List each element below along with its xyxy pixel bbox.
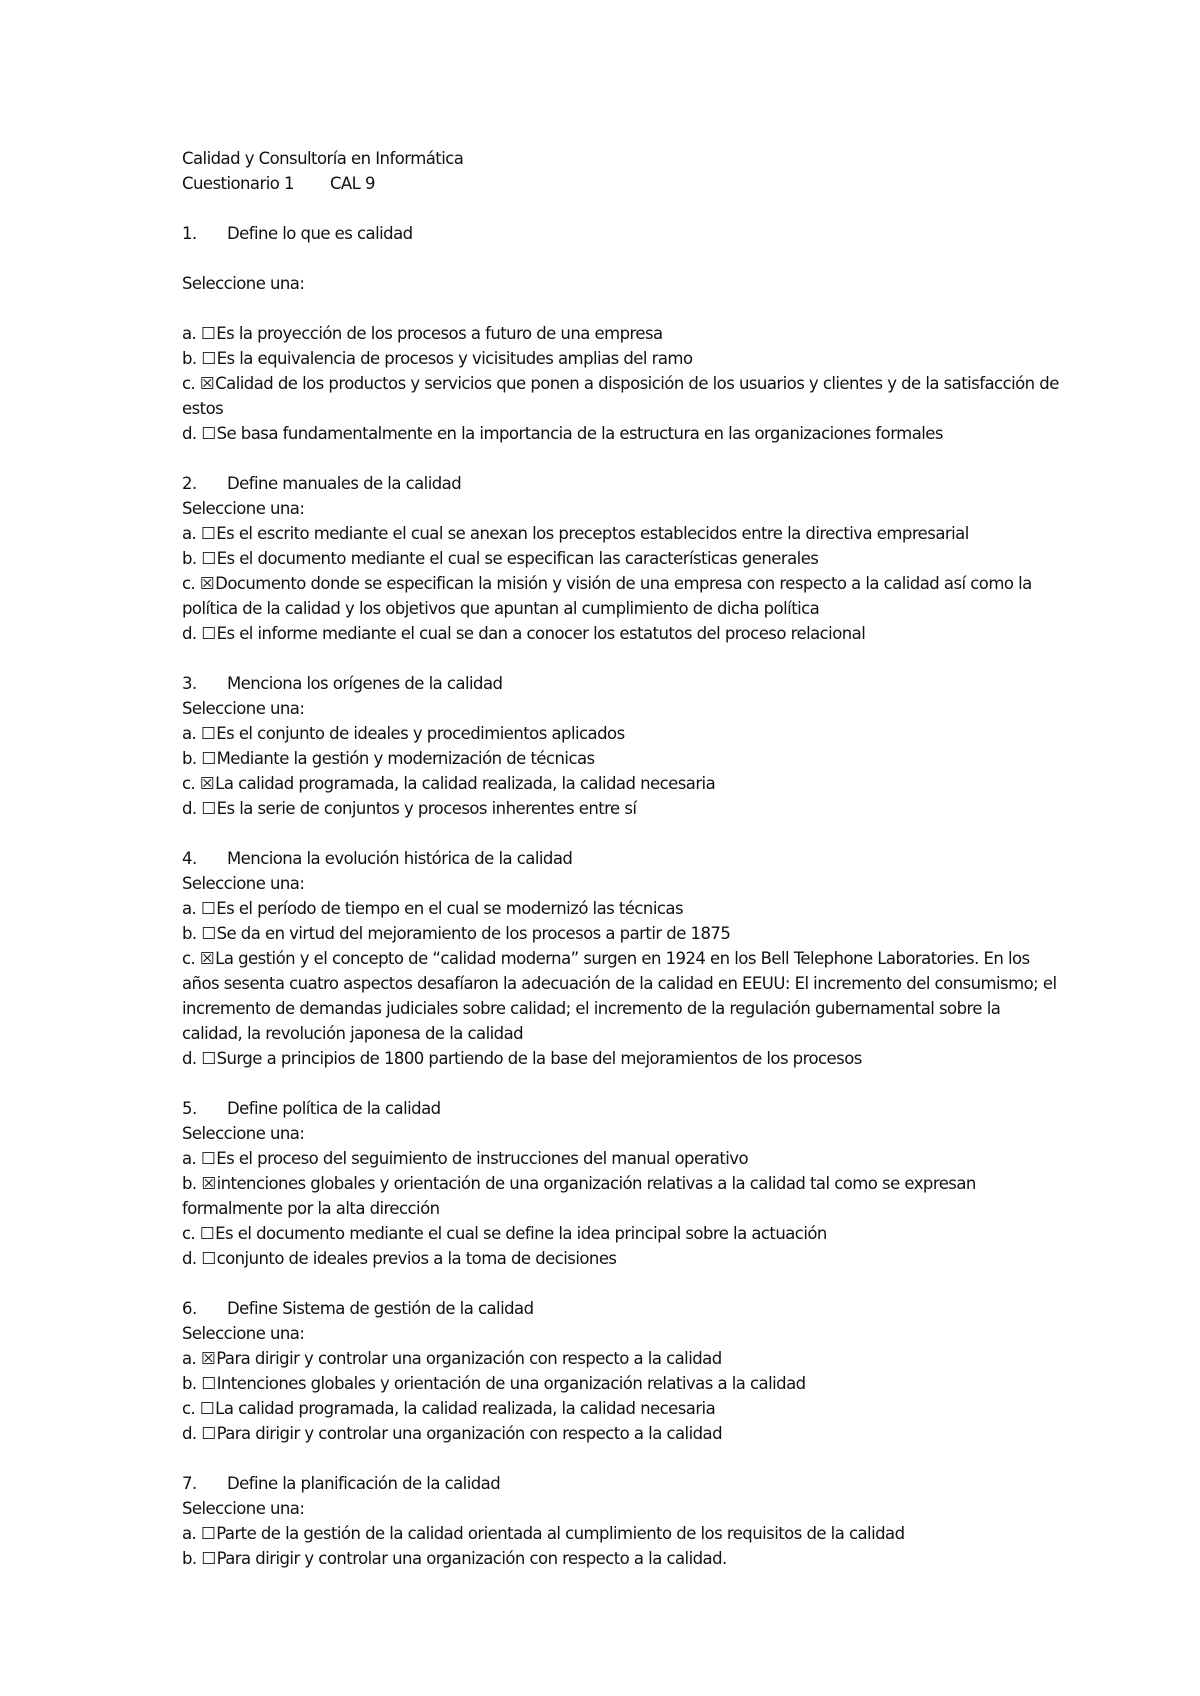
option-letter: d. <box>182 1049 197 1068</box>
option-letter: a. <box>182 724 197 743</box>
checked-box-icon[interactable]: ☒ <box>199 774 215 793</box>
option-letter: a. <box>182 1349 197 1368</box>
checked-box-icon[interactable]: ☒ <box>200 1349 216 1368</box>
question-heading <box>182 221 1062 246</box>
checkbox-icon[interactable]: ☐ <box>200 899 216 918</box>
option-c[interactable] <box>182 946 1062 1046</box>
question-6 <box>182 1296 1062 1446</box>
checkbox-icon[interactable]: ☐ <box>199 1399 215 1418</box>
option-letter: c. <box>182 774 196 793</box>
quiz-header <box>182 171 1062 196</box>
option-letter: b. <box>182 1174 197 1193</box>
option-letter: a. <box>182 1524 197 1543</box>
option-text: Calidad de los productos y servicios que ponen a disposición de los usuarios y clientes y de la satisfacción de estos <box>182 374 1059 418</box>
checkbox-icon[interactable]: ☐ <box>201 1424 216 1443</box>
option-text: Es la proyección de los procesos a futuro de una empresa <box>216 324 663 343</box>
question-heading <box>182 671 1062 696</box>
question-title: Menciona la evolución histórica de la calidad <box>227 849 573 868</box>
question-prompt: Seleccione una: <box>182 274 305 293</box>
checkbox-icon[interactable]: ☐ <box>201 1374 216 1393</box>
option-letter: b. <box>182 549 197 568</box>
option-text: La calidad programada, la calidad realizada, la calidad necesaria <box>215 774 716 793</box>
option-text: Es la serie de conjuntos y procesos inherentes entre sí <box>216 799 637 818</box>
option-letter: c. <box>182 374 196 393</box>
checked-box-icon[interactable]: ☒ <box>199 949 215 968</box>
option-text: Para dirigir y controlar una organización con respecto a la calidad. <box>216 1549 727 1568</box>
checkbox-icon[interactable]: ☐ <box>201 349 216 368</box>
checkbox-icon[interactable]: ☐ <box>201 624 216 643</box>
question-3 <box>182 671 1062 821</box>
question-title: Define la planificación de la calidad <box>227 1474 501 1493</box>
option-d[interactable] <box>182 421 1062 446</box>
option-b[interactable] <box>182 1171 1062 1221</box>
option-c[interactable] <box>182 371 1062 421</box>
question-number: 7. <box>182 1474 197 1493</box>
option-text: Se da en virtud del mejoramiento de los procesos a partir de 1875 <box>216 924 731 943</box>
course-title: Calidad y Consultoría en Informática <box>182 149 464 168</box>
question-title: Define política de la calidad <box>227 1099 441 1118</box>
question-prompt: Seleccione una: <box>182 699 305 718</box>
question-title: Define lo que es calidad <box>227 224 413 243</box>
checkbox-icon[interactable]: ☐ <box>201 1049 216 1068</box>
option-text: Es el documento mediante el cual se define la idea principal sobre la actuación <box>215 1224 827 1243</box>
option-c[interactable] <box>182 1221 1062 1246</box>
checkbox-icon[interactable]: ☐ <box>201 1249 216 1268</box>
option-a[interactable] <box>182 721 1062 746</box>
option-letter: d. <box>182 1424 197 1443</box>
checkbox-icon[interactable]: ☐ <box>200 724 216 743</box>
option-letter: a. <box>182 899 197 918</box>
option-letter: d. <box>182 624 197 643</box>
option-letter: b. <box>182 924 197 943</box>
option-text: Es el proceso del seguimiento de instrucciones del manual operativo <box>216 1149 749 1168</box>
option-letter: b. <box>182 749 197 768</box>
option-text: Es el período de tiempo en el cual se modernizó las técnicas <box>216 899 684 918</box>
option-letter: c. <box>182 1399 196 1418</box>
option-b[interactable] <box>182 746 1062 771</box>
option-letter: b. <box>182 1549 197 1568</box>
checkbox-icon[interactable]: ☐ <box>200 324 216 343</box>
question-5 <box>182 1096 1062 1271</box>
question-number: 2. <box>182 474 197 493</box>
question-1 <box>182 221 1062 446</box>
checkbox-icon[interactable]: ☐ <box>201 749 216 768</box>
option-b[interactable] <box>182 546 1062 571</box>
option-c[interactable] <box>182 1396 1062 1421</box>
option-d[interactable] <box>182 1046 1062 1071</box>
option-text: intenciones globales y orientación de una organización relativas a la calidad tal como se expresan formalmente por la alta dirección <box>182 1174 976 1218</box>
option-text: Documento donde se especifican la misión y visión de una empresa con respecto a la calidad así como la política de la calidad y los objetivos que apuntan al cumplimiento de dicha política <box>182 574 1032 618</box>
option-text: La gestión y el concepto de “calidad moderna” surgen en 1924 en los Bell Telephone Laboratories. En los años sesenta cuatro aspectos desafíaron la adecuación de la calidad en EEUU: El incremento del consumismo; el incremento de demandas judiciales sobre calidad; el incremento de la regulación gubernamental sobre la calidad, la revolución japonesa de la calidad <box>182 949 1057 1043</box>
question-number: 3. <box>182 674 197 693</box>
option-text: Es el conjunto de ideales y procedimientos aplicados <box>216 724 625 743</box>
checkbox-icon[interactable]: ☐ <box>200 1524 216 1543</box>
option-text: conjunto de ideales previos a la toma de decisiones <box>216 1249 617 1268</box>
option-text: Parte de la gestión de la calidad orientada al cumplimiento de los requisitos de la calidad <box>216 1524 905 1543</box>
question-heading <box>182 1471 1062 1496</box>
checkbox-icon[interactable]: ☐ <box>200 524 216 543</box>
option-letter: c. <box>182 1224 196 1243</box>
checked-box-icon[interactable]: ☒ <box>199 574 215 593</box>
option-text: Para dirigir y controlar una organización con respecto a la calidad <box>216 1424 723 1443</box>
question-prompt: Seleccione una: <box>182 499 305 518</box>
option-text: Es el documento mediante el cual se especifican las características generales <box>216 549 819 568</box>
option-d[interactable] <box>182 796 1062 821</box>
option-a[interactable] <box>182 321 1062 346</box>
question-number: 5. <box>182 1099 197 1118</box>
option-text: Para dirigir y controlar una organización con respecto a la calidad <box>216 1349 722 1368</box>
option-text: Mediante la gestión y modernización de técnicas <box>216 749 595 768</box>
option-b[interactable] <box>182 1546 1062 1571</box>
option-a[interactable] <box>182 521 1062 546</box>
question-prompt: Seleccione una: <box>182 1324 305 1343</box>
checkbox-icon[interactable]: ☐ <box>199 1224 215 1243</box>
option-letter: b. <box>182 349 197 368</box>
option-a[interactable] <box>182 1521 1062 1546</box>
option-letter: d. <box>182 799 197 818</box>
checked-box-icon[interactable]: ☒ <box>201 1174 216 1193</box>
option-letter: a. <box>182 324 197 343</box>
option-text: Se basa fundamentalmente en la importancia de la estructura en las organizaciones formales <box>216 424 943 443</box>
checkbox-icon[interactable]: ☐ <box>201 549 216 568</box>
question-number: 4. <box>182 849 197 868</box>
question-7 <box>182 1471 1062 1571</box>
question-heading <box>182 471 1062 496</box>
option-d[interactable] <box>182 1246 1062 1271</box>
question-title: Define manuales de la calidad <box>227 474 462 493</box>
option-letter: a. <box>182 1149 197 1168</box>
question-heading <box>182 1296 1062 1321</box>
checkbox-icon[interactable]: ☐ <box>201 1549 216 1568</box>
course-code: CAL 9 <box>329 174 375 193</box>
option-text: La calidad programada, la calidad realizada, la calidad necesaria <box>215 1399 716 1418</box>
option-letter: a. <box>182 524 197 543</box>
question-2 <box>182 471 1062 646</box>
option-text: Es el escrito mediante el cual se anexan los preceptos establecidos entre la directiva empresarial <box>216 524 969 543</box>
option-letter: d. <box>182 1249 197 1268</box>
question-4 <box>182 846 1062 1071</box>
option-a[interactable] <box>182 1146 1062 1171</box>
question-prompt: Seleccione una: <box>182 874 305 893</box>
option-d[interactable] <box>182 621 1062 646</box>
question-heading <box>182 846 1062 871</box>
document-body <box>182 146 1062 1571</box>
option-c[interactable] <box>182 571 1062 621</box>
option-letter: c. <box>182 574 196 593</box>
question-title: Menciona los orígenes de la calidad <box>227 674 503 693</box>
option-a[interactable] <box>182 1346 1062 1371</box>
question-heading <box>182 1096 1062 1121</box>
question-title: Define Sistema de gestión de la calidad <box>227 1299 534 1318</box>
option-text: Intenciones globales y orientación de una organización relativas a la calidad <box>216 1374 806 1393</box>
quiz-name: Cuestionario 1 <box>182 174 294 193</box>
option-b[interactable] <box>182 346 1062 371</box>
option-d[interactable] <box>182 1421 1062 1446</box>
checkbox-icon[interactable]: ☐ <box>201 799 216 818</box>
question-prompt: Seleccione una: <box>182 1499 305 1518</box>
checkbox-icon[interactable]: ☐ <box>201 424 216 443</box>
option-b[interactable] <box>182 921 1062 946</box>
checked-box-icon[interactable]: ☒ <box>199 374 215 393</box>
option-letter: c. <box>182 949 196 968</box>
option-text: Es el informe mediante el cual se dan a conocer los estatutos del proceso relacional <box>216 624 866 643</box>
question-number: 6. <box>182 1299 197 1318</box>
question-number: 1. <box>182 224 197 243</box>
option-b[interactable] <box>182 1371 1062 1396</box>
option-letter: b. <box>182 1374 197 1393</box>
option-text: Surge a principios de 1800 partiendo de la base del mejoramientos de los procesos <box>216 1049 862 1068</box>
checkbox-icon[interactable]: ☐ <box>200 1149 216 1168</box>
option-text: Es la equivalencia de procesos y vicisitudes amplias del ramo <box>216 349 693 368</box>
option-a[interactable] <box>182 896 1062 921</box>
option-c[interactable] <box>182 771 1062 796</box>
option-letter: d. <box>182 424 197 443</box>
checkbox-icon[interactable]: ☐ <box>201 924 216 943</box>
question-prompt: Seleccione una: <box>182 1124 305 1143</box>
